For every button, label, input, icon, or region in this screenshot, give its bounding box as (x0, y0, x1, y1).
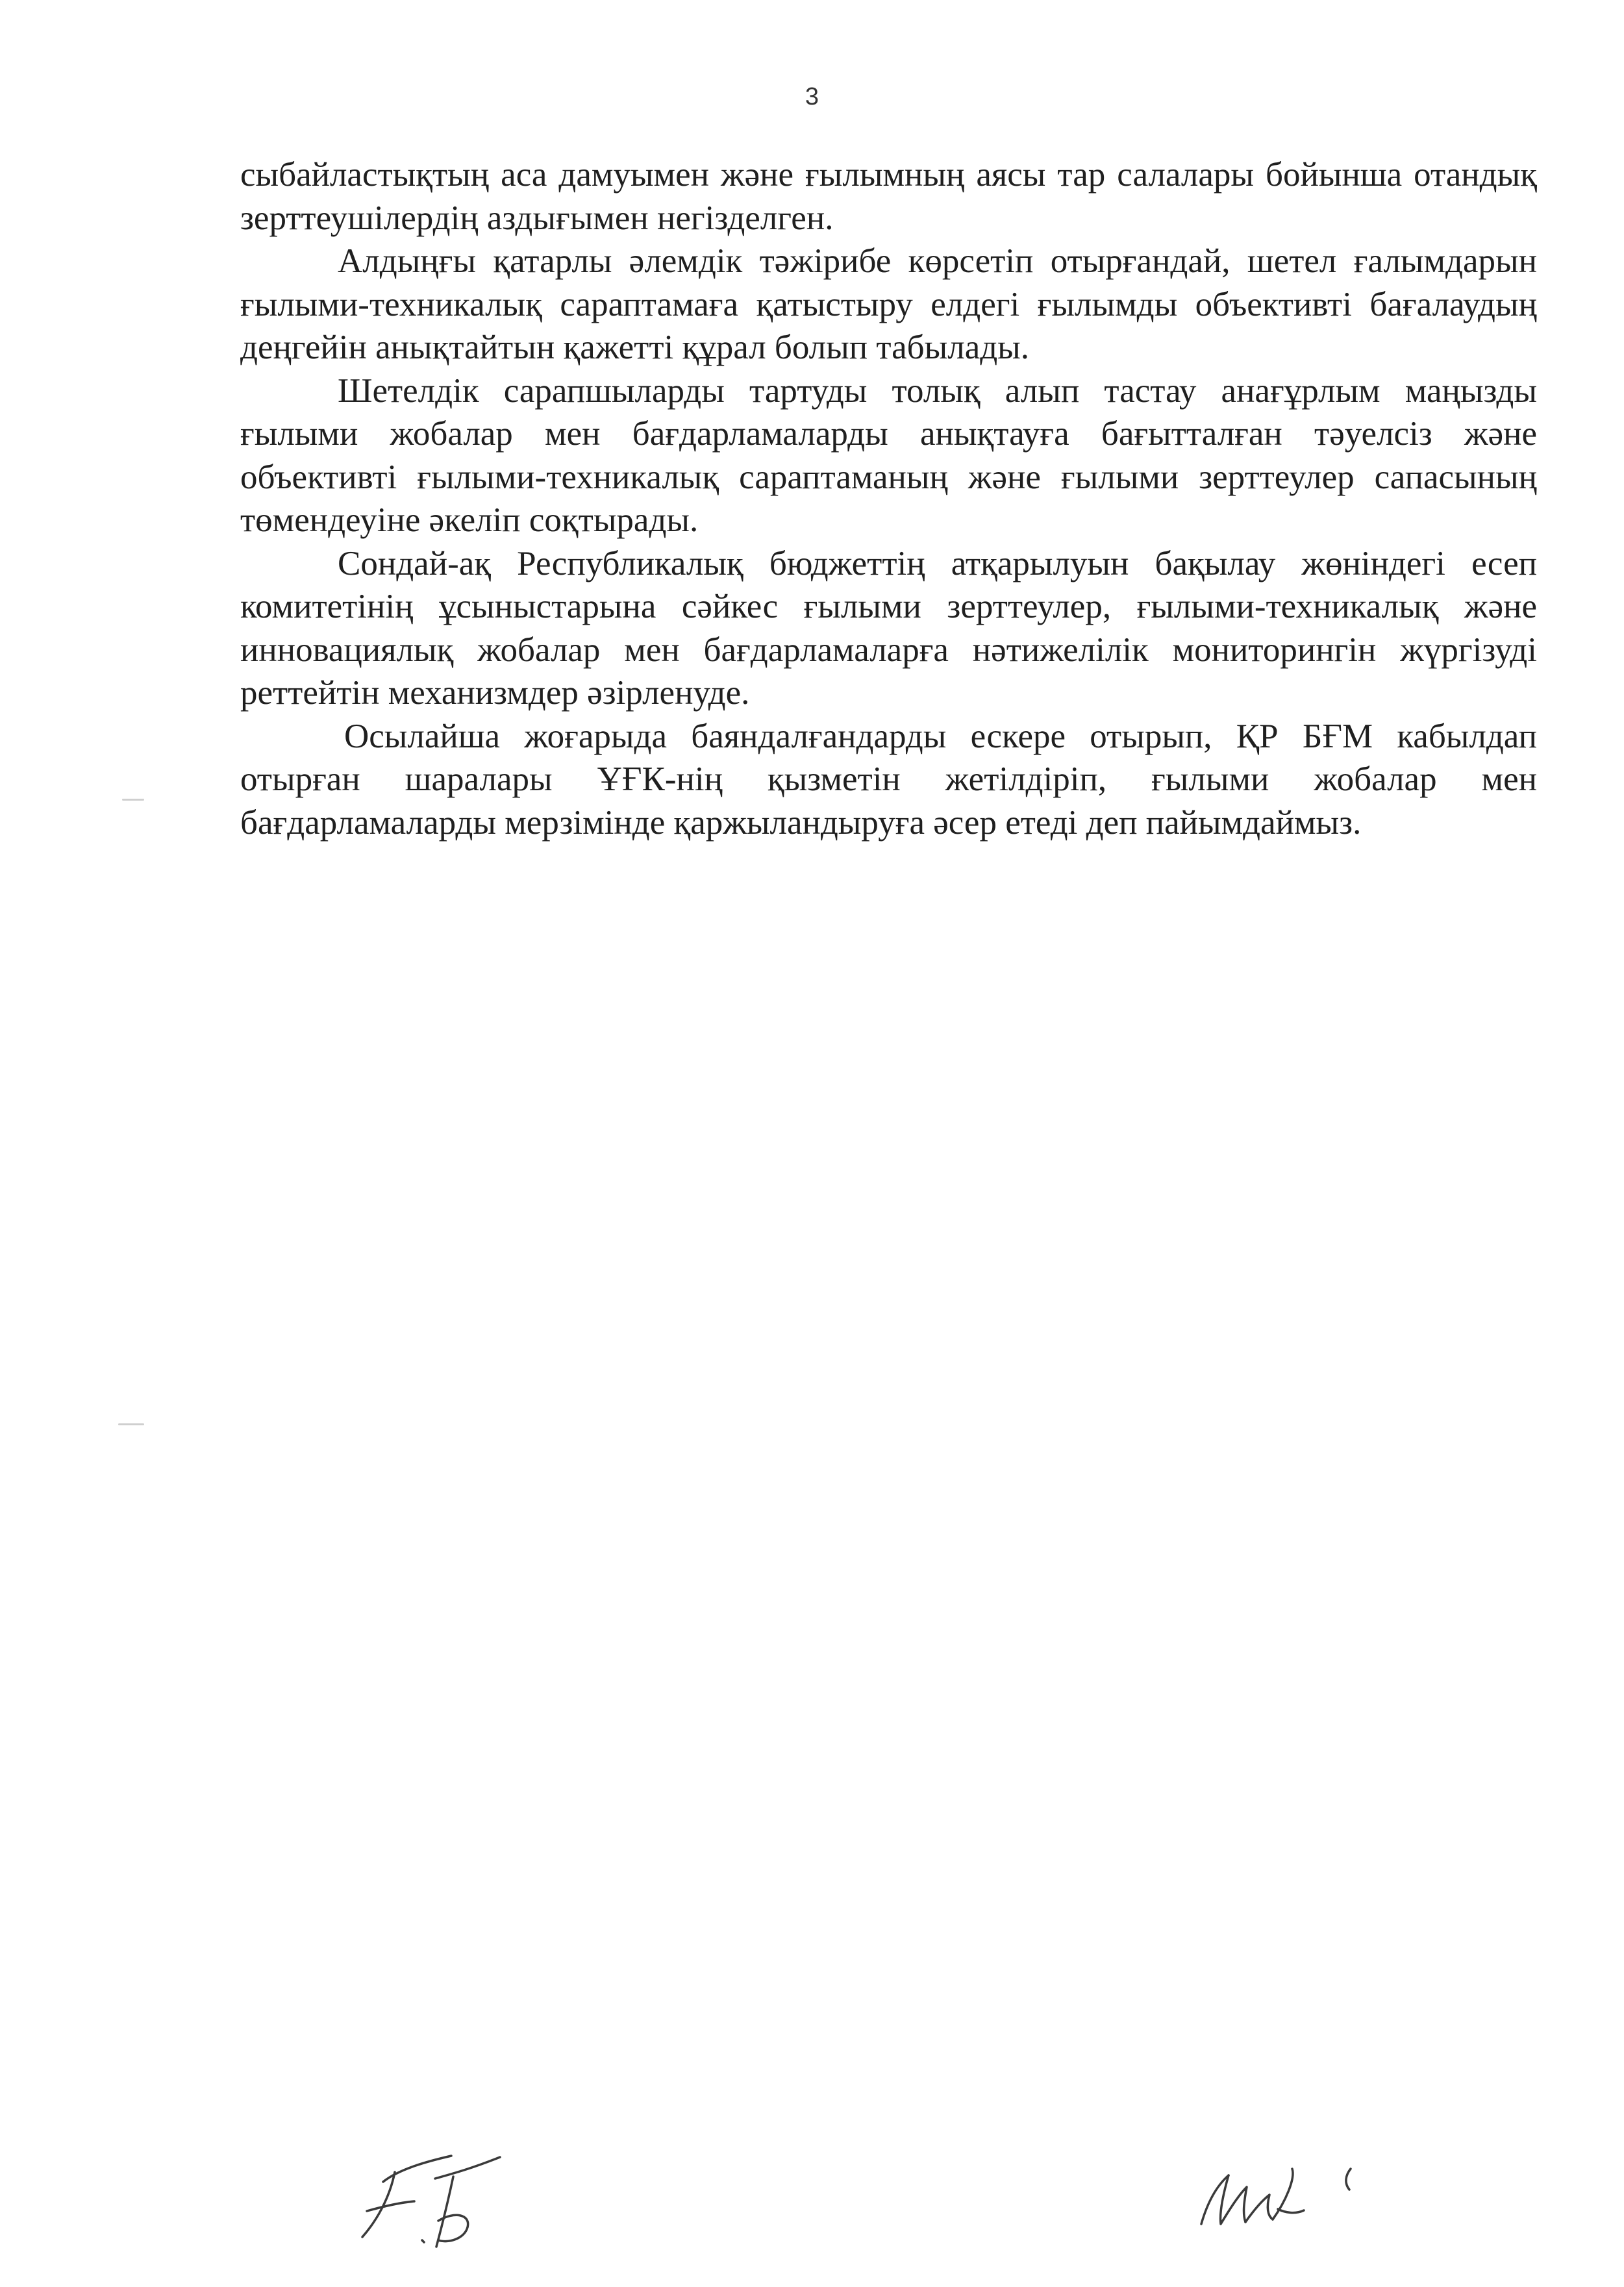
paragraph-4: Сондай-ақ Республикалық бюджеттің атқарылуын бақылау жөніндегі есеп комитетінің ұсыныстарына сәйкес ғылыми зерттеулер, ғылыми-техникалық және инновациялық жобалар мен бағдарламаларға нәтижелілік мониторингін жүргізуді реттейтін механизмдер әзірленуде. (240, 544, 1537, 712)
paragraph-1: сыбайластықтың аса дамуымен және ғылымның аясы тар салалары бойынша отандық зерттеушілердің аздығымен негізделген. (240, 156, 1537, 237)
handwritten-signature-right-icon (1188, 2149, 1383, 2247)
paragraph-3: Шетелдік сарапшыларды тартуды толық алып тастау анағұрлым маңызды ғылыми жобалар мен бағдарламаларды анықтауға бағытталған тәуелсіз және объективті ғылыми-техникалық сараптаманың және ғылыми зерттеулер сапасының төмендеуіне әкеліп соқтырады. (240, 371, 1537, 539)
page-number: 3 (805, 83, 819, 110)
scan-mark-upper (122, 799, 144, 801)
paragraph-2: Алдыңғы қатарлы әлемдік тәжірибе көрсетіп отырғандай, шетел ғалымдарын ғылыми-техникалық сараптамаға қатыстыру елдегі ғылымды объективті бағалаудың деңгейін анықтайтын қажетті құрал болып табылады. (240, 242, 1537, 366)
scan-mark-lower (118, 1423, 144, 1425)
handwritten-signature-left-icon (338, 2143, 519, 2260)
document-body (240, 153, 1537, 844)
paragraph-5: Осылайша жоғарыда баяндалғандарды ескере отырып, ҚР БҒМ кабылдап отырған шаралары ҰҒК-нің қызметін жетілдіріп, ғылыми жобалар мен бағдарламаларды мерзімінде қаржыландыруға әсер етеді деп пайымдаймыз. (240, 717, 1537, 842)
